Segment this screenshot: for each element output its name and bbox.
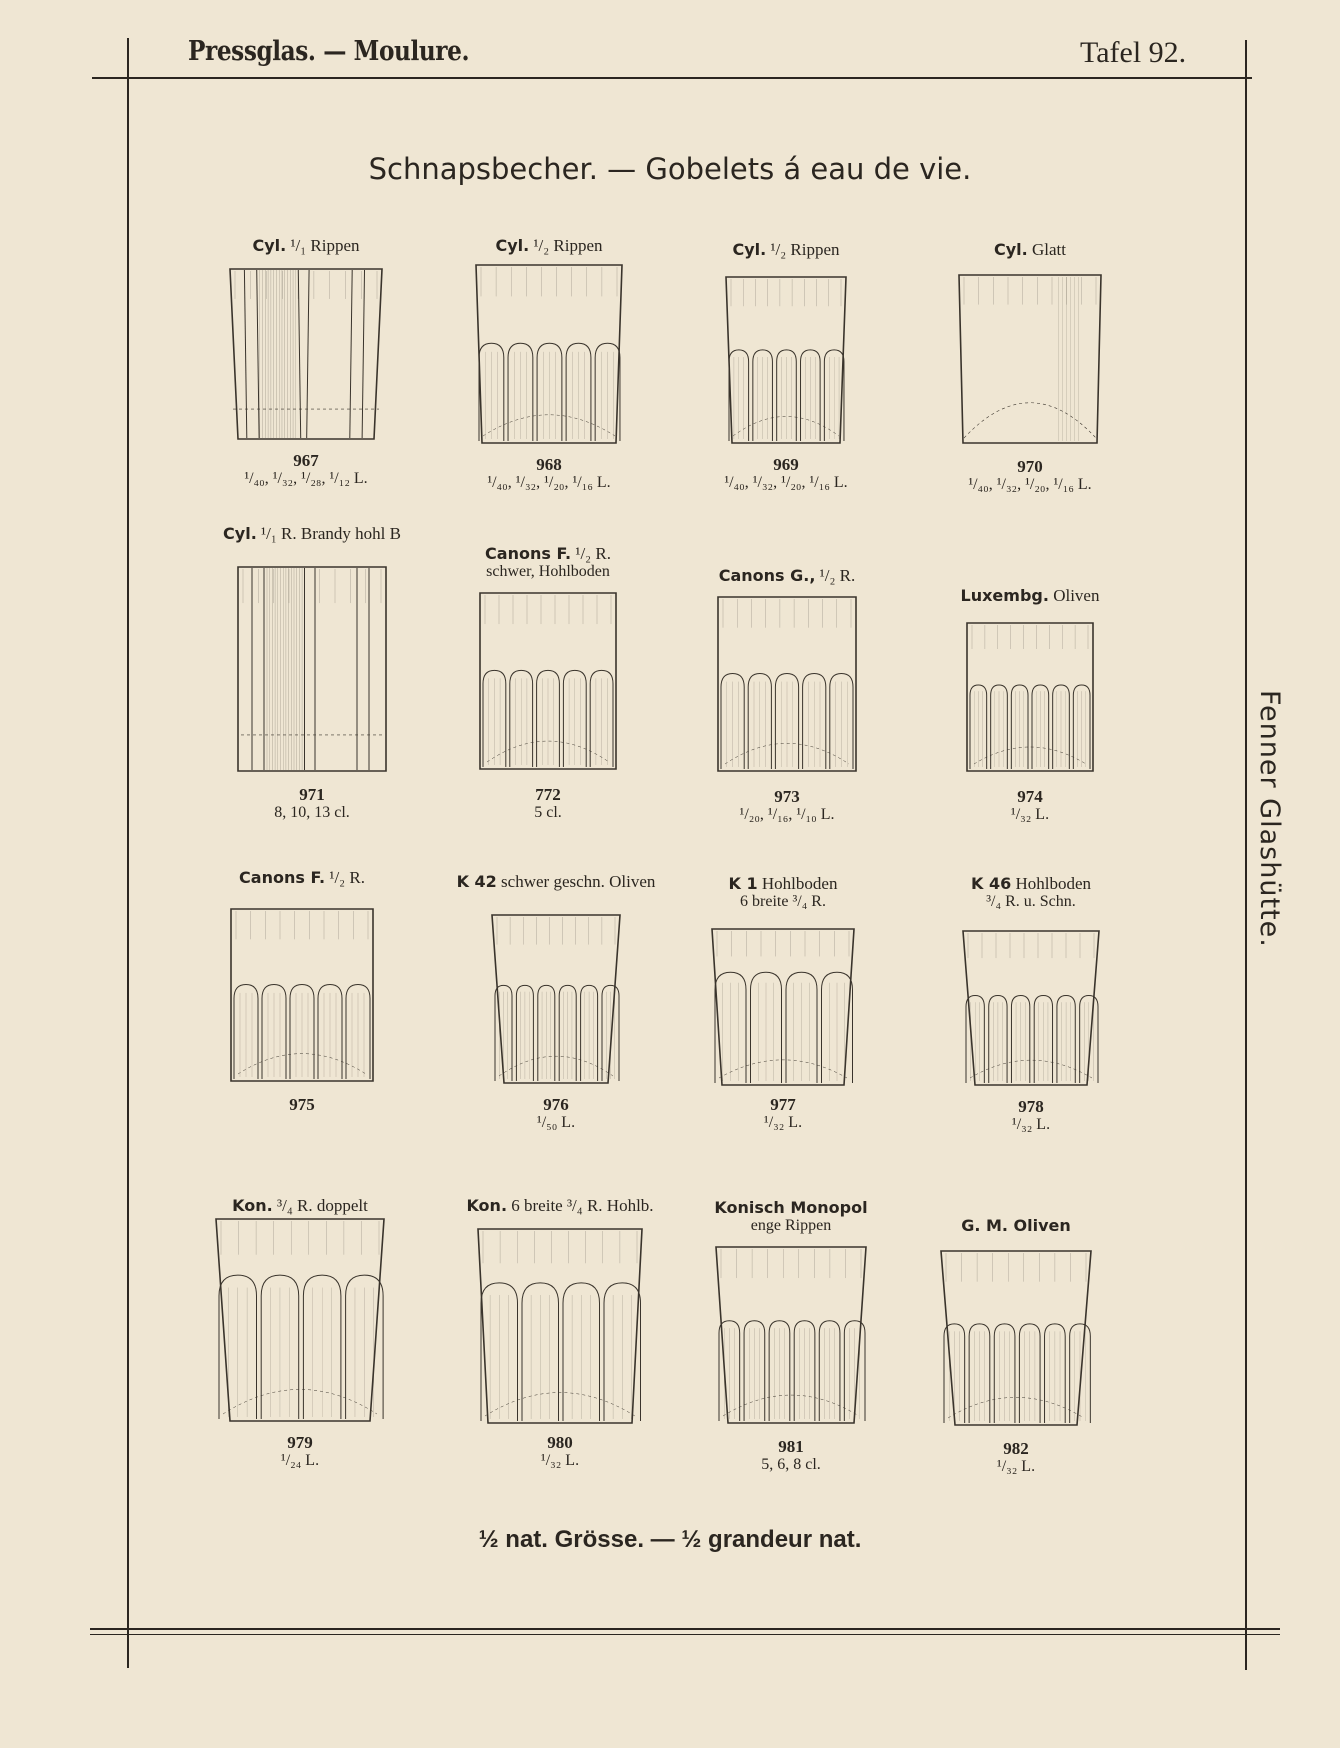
glass-type: K 46 (970, 874, 1012, 893)
left-rule (127, 38, 129, 1668)
glass-type: Kon. (466, 1196, 508, 1215)
glass-drawing (229, 268, 383, 440)
glass-name (197, 524, 427, 543)
glass-capacity: ¹/₂₀, ¹/₁₆, ¹/₁₀ L. (739, 806, 835, 823)
glass-capacity: ¹/₃₂ L. (540, 1452, 580, 1469)
scale-note: ½ nat. Grösse. — ½ grandeur nat. (478, 1526, 862, 1553)
page-title: Schnapsbecher. — Gobelets á eau de vie. (368, 152, 972, 186)
glass-number: 971 (299, 785, 325, 804)
glass-variant: ¹/₂ Rippen (529, 236, 603, 255)
glass-number: 980 (547, 1433, 573, 1452)
glass-type: K 42 (456, 872, 497, 891)
glass-drawing (230, 908, 374, 1082)
glass-capacity: ¹/₂₄ L. (280, 1452, 320, 1469)
glass-subtitle: schwer, Hohlboden (486, 563, 610, 580)
glass-name (915, 586, 1145, 605)
glass-number: 973 (774, 787, 800, 806)
glass-drawing (725, 276, 847, 444)
glass-number: 969 (773, 455, 799, 474)
glass-name (445, 1196, 675, 1215)
glass-capacity: ¹/₃₂ L. (763, 1114, 803, 1131)
glass-variant: ¹/₁ Rippen (286, 236, 360, 255)
glass-variant: Hohlboden (1011, 874, 1092, 893)
glass-drawing (715, 1246, 867, 1424)
glass-type: Luxembg. (960, 586, 1049, 605)
glass-capacity: ¹/₃₂ L. (996, 1458, 1036, 1475)
sidebar-maker: Fenner Glashütte. (1254, 690, 1285, 948)
bottom-rule (90, 1628, 1280, 1630)
header-right: Tafel 92. (1080, 36, 1187, 69)
glass-capacity: ¹/₄₀, ¹/₃₂, ¹/₂₀, ¹/₁₆ L. (968, 476, 1092, 493)
glass-drawing (940, 1250, 1092, 1426)
glass-variant: 6 breite ³/₄ R. Hohlb. (507, 1196, 654, 1215)
bottom-rule-2 (90, 1634, 1280, 1635)
glass-drawing (491, 914, 621, 1084)
top-rule (92, 77, 1252, 79)
glass-type: Konisch Monopol (714, 1198, 868, 1217)
glass-name (441, 872, 671, 891)
glass-name (187, 868, 417, 887)
glass-capacity: 8, 10, 13 cl. (274, 804, 350, 821)
glass-drawing (475, 264, 623, 444)
glass-drawing (717, 596, 857, 772)
glass-variant: ¹/₂ R. (571, 544, 611, 563)
glass-drawing (966, 622, 1094, 772)
glass-number: 772 (535, 785, 561, 804)
glass-name (672, 566, 902, 585)
glass-variant: Hohlboden (757, 874, 838, 893)
glass-capacity: 5, 6, 8 cl. (761, 1456, 821, 1473)
glass-type: Kon. (232, 1196, 273, 1215)
glass-drawing (711, 928, 855, 1086)
glass-number: 979 (287, 1433, 313, 1452)
glass-type: Canons F. (485, 544, 572, 563)
glass-name (668, 874, 898, 911)
glass-number: 978 (1018, 1097, 1044, 1116)
glass-capacity: 5 cl. (534, 804, 562, 821)
glass-drawing (962, 930, 1100, 1086)
glass-number: 982 (1003, 1439, 1029, 1458)
glass-number: 970 (1017, 457, 1043, 476)
glass-capacity: ¹/₅₀ L. (536, 1114, 576, 1131)
glass-type: G. M. Oliven (961, 1216, 1071, 1235)
glass-variant: ¹/₂ R. (325, 868, 365, 887)
glass-variant: ¹/₂ R. (815, 566, 856, 585)
glass-name (433, 544, 663, 581)
glass-number: 977 (770, 1095, 796, 1114)
glass-number: 974 (1017, 787, 1043, 806)
glass-subtitle: ³/₄ R. u. Schn. (986, 893, 1076, 910)
glass-type: Cyl. (223, 524, 257, 543)
glass-name (191, 236, 421, 255)
glass-type: Canons F. (239, 868, 326, 887)
glass-drawing (237, 566, 387, 772)
glass-variant: schwer geschn. Oliven (496, 872, 656, 891)
glass-name (915, 240, 1145, 259)
glass-type: Canons G., (718, 566, 816, 585)
glass-variant: ¹/₁ R. Brandy hohl B (256, 524, 401, 543)
right-rule (1245, 40, 1247, 1670)
glass-capacity: ¹/₄₀, ¹/₃₂, ¹/₂₀, ¹/₁₆ L. (487, 474, 611, 491)
glass-type: Cyl. (732, 240, 767, 259)
glass-number: 976 (543, 1095, 569, 1114)
glass-type: Cyl. (495, 236, 530, 255)
glass-drawing (215, 1218, 385, 1422)
glass-name (916, 874, 1146, 911)
glass-drawing (479, 592, 617, 770)
glass-number: 967 (293, 451, 319, 470)
glass-name (676, 1198, 906, 1235)
glass-subtitle: 6 breite ³/₄ R. (740, 893, 826, 910)
glass-drawing (477, 1228, 643, 1424)
glass-variant: Oliven (1048, 586, 1100, 605)
glass-type: Cyl. (994, 240, 1028, 259)
glass-subtitle: enge Rippen (750, 1217, 832, 1234)
glass-capacity: ¹/₃₂ L. (1010, 806, 1050, 823)
glass-capacity: ¹/₃₂ L. (1011, 1116, 1051, 1133)
glass-name (671, 240, 901, 259)
glass-number: 975 (289, 1095, 315, 1114)
glass-number: 981 (778, 1437, 804, 1456)
glass-capacity: ¹/₄₀, ¹/₃₂, ¹/₂₀, ¹/₁₆ L. (724, 474, 848, 491)
glass-variant: ¹/₂ Rippen (766, 240, 840, 259)
glass-type: K 1 (728, 874, 758, 893)
glass-variant: Glatt (1027, 240, 1066, 259)
glass-type: Cyl. (252, 236, 287, 255)
glass-variant: ³/₄ R. doppelt (272, 1196, 368, 1215)
glass-drawing (958, 274, 1102, 444)
header-left: Pressglas. — Moulure. (188, 36, 470, 67)
glass-capacity: ¹/₄₀, ¹/₃₂, ¹/₂₈, ¹/₁₂ L. (244, 470, 368, 487)
glass-name (901, 1216, 1131, 1235)
glass-name (434, 236, 664, 255)
glass-number: 968 (536, 455, 562, 474)
glass-name (185, 1196, 415, 1215)
